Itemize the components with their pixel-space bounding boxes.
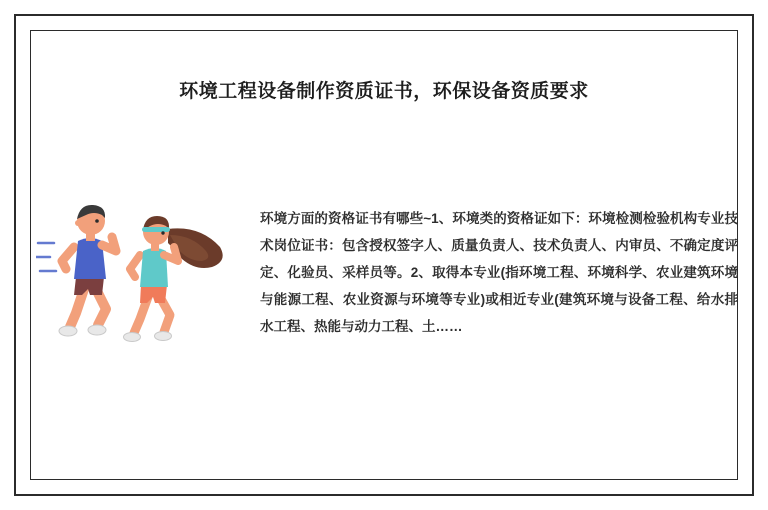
two-people-running-illustration [36,185,236,360]
female-runner [124,216,223,342]
page-title: 环境工程设备制作资质证书，环保设备资质要求 [179,81,589,102]
male-runner [59,205,116,336]
body-paragraph: 环境方面的资格证书有哪些~1、环境类的资格证如下：环境检测检验机构专业技术岗位证书：包含授权签字人、质量负责人、技术负责人、内审员、不确定度评定、化验员、采样员等。2、取得本专业(指环境工程、环境科学、农业建筑环境与能源工程、农业资源与环境等专业)或相近专业(建筑环境与设备工程、给水排水工程、热能与动力工程、土…… [260,211,738,334]
